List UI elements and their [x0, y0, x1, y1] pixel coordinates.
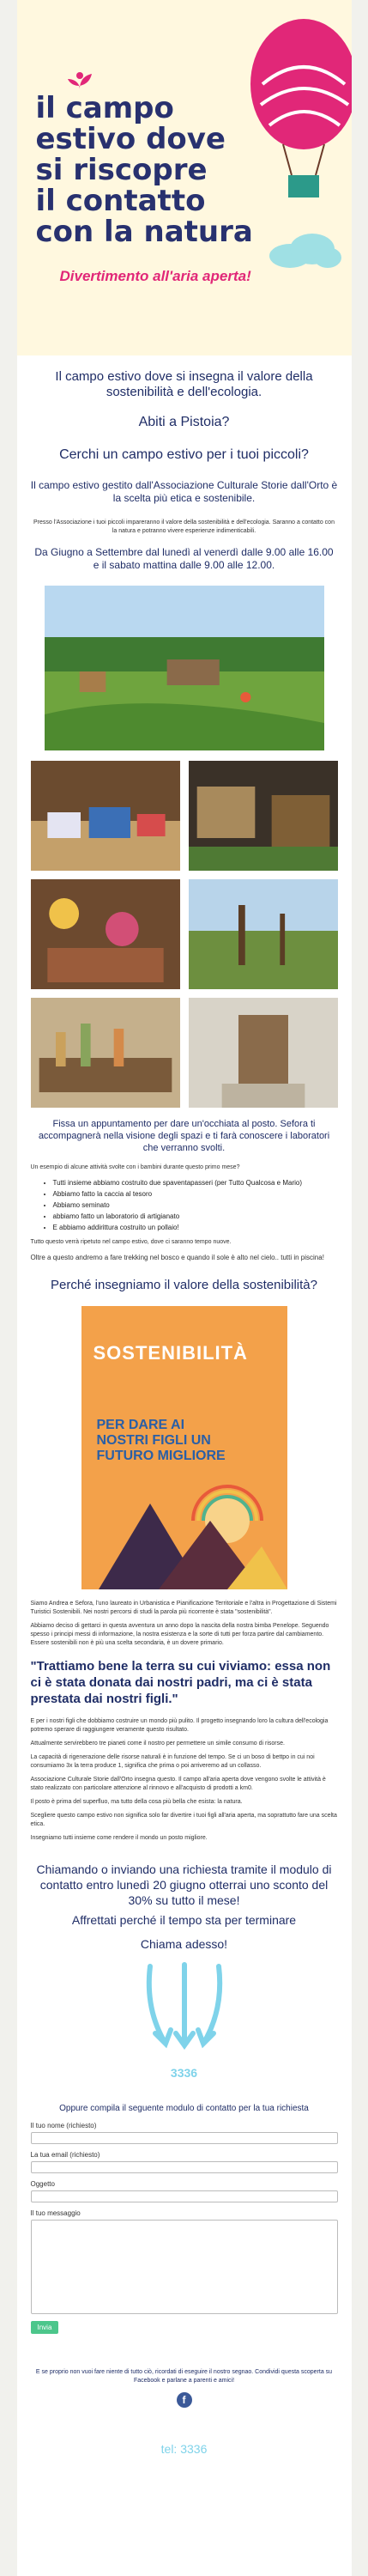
about-paragraph: Insegniamo tutti insieme come rendere il mondo un posto migliore. [30, 1835, 208, 1841]
intro-paragraph: Il campo estivo gestito dall'Associazione Culturale Storie dall'Orto è la scelta più etica e sostenibile. [30, 479, 338, 504]
quote-text: "Trattiamo bene la terra su cui viviamo: essa non ci è stata donata dai nostri padri, ma ci è stata prestata dai nostri figli." [30, 1659, 331, 1706]
cloud-icon [264, 232, 343, 268]
message-label: Il tuo messaggio [30, 2209, 81, 2217]
phone-number[interactable] [17, 2066, 352, 2081]
crafts-photo [31, 879, 180, 989]
activities-section [17, 1163, 352, 1263]
list-item: • Abbiamo seminato [53, 1200, 338, 1210]
photo-grid [17, 761, 352, 1108]
list-item: • E abbiamo addirittura costruito un pollaio! [53, 1223, 338, 1232]
hero-title-line: il campo [35, 91, 174, 125]
facebook-link[interactable] [31, 2392, 338, 2408]
message-field[interactable] [31, 2220, 338, 2314]
books-photo [31, 761, 180, 871]
hero-title-line: estivo dove [35, 122, 226, 156]
cta-section [17, 1118, 352, 1154]
about-paragraph: Abbiamo deciso di gettarci in questa avventura un anno dopo la nascita della nostra bimba Penelope. Seguendo spesso i principi messi di informazione, la nostra esistenza e la sorte di tutti per forza partire dal cambiamento. Essere sostenibili non è più una scelta secondaria, è un dovere primario. [30, 1623, 329, 1646]
intro-line: Il campo estivo dove si insegna il valore della sostenibilità e dell'ecologia. [55, 369, 313, 399]
promo-section [17, 1862, 352, 1953]
about-paragraph: Il posto è prima del superfluo, ma tutto della cosa più bella che esista: la natura. [30, 1799, 243, 1805]
barn-photo [189, 761, 338, 871]
about-paragraph: Siamo Andrea e Sefora, l'uno laureato in Urbanistica e Pianificazione Territoriale e l'altra in Progettazione di Sistemi Turistici Sostenibili. Nei nostri percorsi di studi la parola più ricorrente è stata "sostenibilità". [30, 1601, 337, 1615]
appointment-text: Fissa un appuntamento per dare un'occhiata al posto. Sefora ti accompagnerà nella visione degli spazi e ti farà conoscere i laboratori che verranno svolti. [38, 1119, 330, 1153]
footer-phone[interactable]: tel: 3336 [160, 2442, 208, 2456]
subject-label: Oggetto [30, 2180, 55, 2188]
table-photo [31, 998, 180, 1108]
poster-title: SOSTENIBILITÀ [93, 1342, 248, 1364]
about-paragraph: La capacità di rigenerazione delle risorse naturali è in funzione del tempo. Se ci un boso di bettpo in cui noi consumiamo 3x la terra produce 1, significa che prima o poi arriveremo ad un collasso. [30, 1754, 315, 1769]
send-button[interactable]: Invia [31, 2321, 59, 2334]
activities-note: Tutto questo verrà ripetuto nel campo estivo, dove ci saranno tempo nuove. [30, 1239, 232, 1245]
intro-schedule: Da Giugno a Settembre dal lunedì al venerdì dalle 9.00 alle 16.00 e il sabato mattina dalle 9.00 alle 12.00. [34, 546, 334, 571]
about-paragraph: E per i nostri figli che dobbiamo costruire un mondo più pulito. Il progetto insegnando loro la cultura dell'ecologia potremo sperare di raggiungere veramente questo risultato. [30, 1718, 329, 1733]
call-now-text: Chiama adesso! [140, 1937, 228, 1951]
contact-form [17, 2104, 352, 2334]
hero-title-line: il contatto [35, 184, 206, 218]
activities-list [31, 1178, 338, 1232]
promo-text: Chiamando o inviando una richiesta tramite il modulo di contatto entro lunedì 20 giugno otterrai uno sconto del 30% su tutto il mese! [36, 1862, 332, 1907]
subject-field[interactable] [31, 2190, 338, 2202]
sustainability-poster [81, 1306, 287, 1589]
intro-question-1: Abiti a Pistoia? [138, 415, 230, 429]
sprout-icon [65, 70, 94, 89]
about-section [17, 1600, 352, 1843]
about-paragraph: Attualmente servirebbero tre pianeti come il nostro per permettere un simile consumo di risorse. [30, 1741, 285, 1747]
intro-question-2: Cerchi un campo estivo per i tuoi piccoli? [59, 447, 309, 462]
scarecrow-photo [189, 998, 338, 1108]
field-photo [189, 879, 338, 989]
footer-text: E se proprio non vuoi fare niente di tutto ciò, ricordati di eseguire il nostro segnao. Condividi questa scoperta su Facebook e parlane a parenti e amici! [35, 2369, 333, 2384]
arrows-down-icon [124, 1958, 244, 2061]
poster-line: PER DARE AI [96, 1418, 185, 1432]
about-paragraph: Associazione Culturale Storie dall'Orto insegna questo. Il campo all'aria aperta dove vengono svolte le attività è stato realizzato con particolare attenzione al rinnovo e all'acquisto di prodotti a km0. [30, 1777, 326, 1791]
hero-title [36, 93, 259, 247]
poster-line: NOSTRI FIGLI UN [96, 1433, 211, 1448]
email-label: La tua email (richiesto) [30, 2151, 100, 2159]
poster-line: FUTURO MIGLIORE [96, 1449, 226, 1463]
list-item: • Abbiamo fatto la caccia al tesoro [53, 1189, 338, 1199]
activities-outro: Oltre a questo andremo a fare trekking nel bosco e quando il sole è alto nel cielo.. tutti in piscina! [30, 1254, 324, 1261]
list-item: • abbiamo fatto un laboratorio di artigianato [53, 1212, 338, 1221]
activities-intro: Un esempio di alcune attività svolte con i bambini durante questo primo mese? [30, 1164, 240, 1170]
list-item: • Tutti insieme abbiamo costruito due spaventapasseri (per Tutto Qualcosa e Mario) [53, 1178, 338, 1188]
phone-text: 3336 [170, 2066, 198, 2080]
hero-title-line: si riscopre [35, 153, 208, 187]
facebook-icon: f [177, 2392, 192, 2408]
intro-detail: Presso l'Associazione i tuoi piccoli impareranno il valore della sostenibilità e dell'ecologia. Saranno a contatto con la natura e potranno vivere esperienze indimenticabili. [33, 519, 335, 534]
why-section [17, 1277, 352, 1294]
hot-air-balloon-icon [238, 15, 352, 213]
hero-banner [17, 0, 352, 355]
hero-subtitle: Divertimento all'aria aperta! [59, 268, 251, 284]
hero-title-line: con la natura [35, 215, 253, 249]
name-field[interactable] [31, 2132, 338, 2144]
garden-photo [45, 586, 324, 750]
intro-section [17, 369, 352, 572]
form-title: Oppure compila il seguente modulo di contatto per la tua richiesta [59, 2104, 309, 2113]
page [17, 0, 352, 2576]
footer-section [17, 2368, 352, 2456]
name-label: Il tuo nome (richiesto) [30, 2122, 97, 2129]
promo-urgency: Affrettati perché il tempo sta per terminare [71, 1913, 297, 1927]
mountains-illustration [81, 1469, 287, 1589]
email-field[interactable] [31, 2161, 338, 2173]
about-paragraph: Scegliere questo campo estivo non significa solo far divertire i tuoi figli all'aria aperta, ma soprattutto fare una scelta etica. [30, 1813, 337, 1827]
why-title: Perché insegniamo il valore della sostenibilità? [50, 1278, 317, 1292]
